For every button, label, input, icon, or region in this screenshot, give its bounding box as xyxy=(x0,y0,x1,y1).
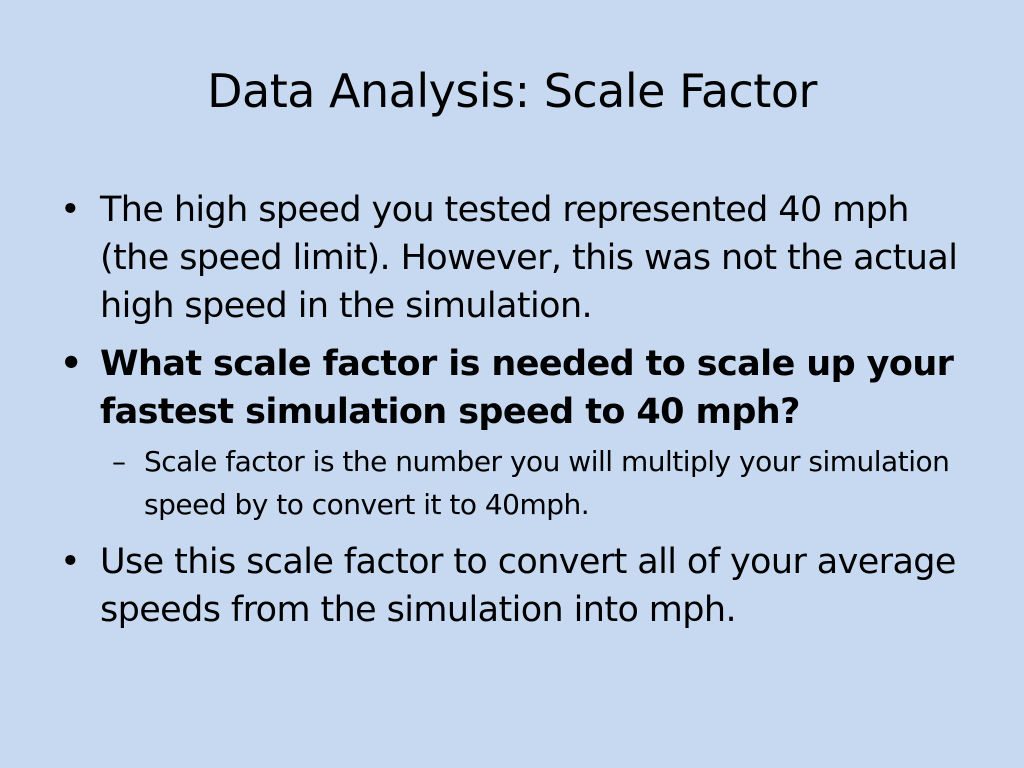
bullet-text: Use this scale factor to convert all of your average speeds from the simulation into mph. xyxy=(100,542,956,630)
bullet-item-question xyxy=(60,340,970,436)
bullet-item xyxy=(60,538,970,634)
sub-bullet-text: Scale factor is the number you will multiply your simulation speed by to convert it to 40mph. xyxy=(144,445,950,521)
bullet-text: What scale factor is needed to scale up your fastest simulation speed to 40 mph? xyxy=(100,344,954,432)
slide-body xyxy=(60,186,970,644)
bullet-marker: • xyxy=(60,344,82,384)
slide-title: Data Analysis: Scale Factor xyxy=(207,64,817,118)
bullet-item xyxy=(60,186,970,330)
sub-bullet-marker: – xyxy=(112,445,126,478)
sub-bullet-item xyxy=(60,440,970,526)
bullet-marker: • xyxy=(60,190,81,230)
bullet-text: The high speed you tested represented 40 mph (the speed limit). However, this was not the actual high speed in the simulation. xyxy=(100,190,958,326)
bullet-marker: • xyxy=(60,542,81,582)
